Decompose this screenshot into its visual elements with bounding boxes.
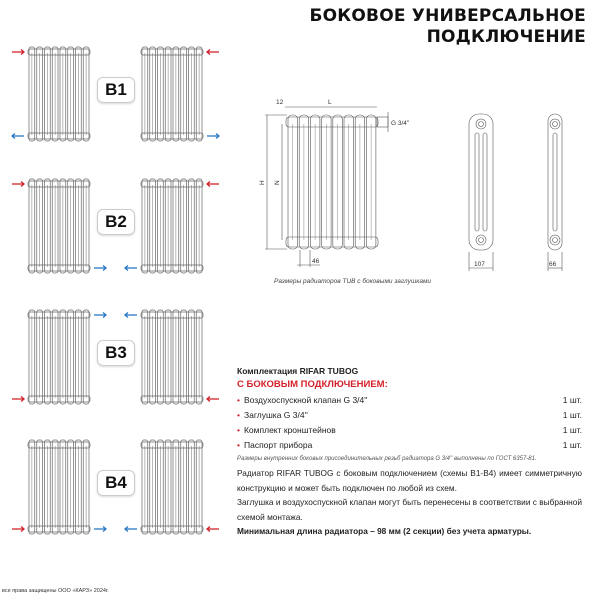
flow-arrow-icon <box>12 397 24 402</box>
flow-arrow-icon <box>12 527 24 532</box>
front-view <box>286 115 378 249</box>
kit-item-qty: 1 шт. <box>562 410 582 420</box>
kit-item-name: Заглушка G 3/4'' <box>243 410 308 420</box>
radiator-right <box>141 310 203 404</box>
copyright-footer: все права защищены ООО «КАРЗ» 2024г. <box>2 588 109 594</box>
radiator-right <box>141 179 203 273</box>
flow-arrow-icon <box>94 266 106 271</box>
dim-46: 46 <box>312 258 320 265</box>
radiator-right <box>141 440 203 534</box>
kit-item-name: Паспорт прибора <box>243 440 313 450</box>
scheme-b4 <box>0 435 225 535</box>
radiator-left <box>28 310 90 404</box>
flow-arrow-icon <box>207 50 219 55</box>
flow-arrow-icon <box>125 313 137 318</box>
description-min-length: Минимальная длина радиатора – 98 мм (2 секции) без учета арматуры. <box>237 526 532 536</box>
side-view-3-column <box>469 114 493 271</box>
flow-arrow-icon <box>125 266 137 271</box>
dim-66: 66 <box>549 261 557 268</box>
scheme-label: B3 <box>97 340 135 366</box>
kit-item <box>237 440 582 450</box>
radiator-right <box>141 47 203 141</box>
kit-item <box>237 410 582 420</box>
flow-arrow-icon <box>94 527 106 532</box>
flow-arrow-icon <box>207 527 219 532</box>
thread-note: Размеры внутренних боковых присоединительных резьб радиатора G 3/4'' выполнены по ГОСТ 6357-81. <box>237 456 537 462</box>
side-view-2-column <box>548 114 562 271</box>
kit-subheading: С БОКОВЫМ ПОДКЛЮЧЕНИЕМ: <box>237 379 388 390</box>
kit-section <box>237 366 582 462</box>
bullet-icon: • <box>237 395 240 405</box>
title-line-1: БОКОВОЕ УНИВЕРСАЛЬНОЕ <box>309 6 586 26</box>
description-p2: Заглушка и воздухоспускной клапан могут быть перенесены в соответствии с выбранной схемой монтажа. <box>237 497 582 522</box>
kit-item <box>237 395 582 405</box>
dim-N: N <box>274 180 281 185</box>
flow-arrow-icon <box>125 527 137 532</box>
bullet-icon: • <box>237 410 240 420</box>
scheme-label: B4 <box>97 470 135 496</box>
kit-item-qty: 1 шт. <box>562 440 582 450</box>
scheme-b1 <box>0 42 225 142</box>
flow-arrow-icon <box>94 313 106 318</box>
page-title <box>310 6 587 48</box>
bullet-icon: • <box>237 425 240 435</box>
dim-H: H <box>259 180 266 185</box>
kit-heading: Комплектация RIFAR TUBOG <box>237 366 359 376</box>
flow-arrow-icon <box>207 182 219 187</box>
radiator-dimension-drawing <box>250 90 600 280</box>
thread-label: G 3/4'' <box>391 120 410 127</box>
description <box>237 466 582 539</box>
scheme-b3 <box>0 305 225 405</box>
radiator-left <box>28 47 90 141</box>
scheme-label: B1 <box>97 77 135 103</box>
dim-107: 107 <box>474 261 485 268</box>
flow-arrow-icon <box>207 134 219 139</box>
scheme-label: B2 <box>97 209 135 235</box>
flow-arrow-icon <box>207 397 219 402</box>
dim-L: L <box>328 99 332 106</box>
description-p1: Радиатор RIFAR TUBOG с боковым подключением (схемы B1-B4) имеет симметричную конструкцию и может быть подключен по любой из схем. <box>237 468 582 493</box>
dim-12: 12 <box>276 99 284 106</box>
flow-arrow-icon <box>12 50 24 55</box>
kit-item-name: Комплект кронштейнов <box>243 425 336 435</box>
kit-item-qty: 1 шт. <box>562 425 582 435</box>
radiator-left <box>28 440 90 534</box>
flow-arrow-icon <box>12 134 24 139</box>
kit-item-qty: 1 шт. <box>562 395 582 405</box>
title-line-2: ПОДКЛЮЧЕНИЕ <box>426 27 586 47</box>
flow-arrow-icon <box>12 182 24 187</box>
drawing-caption: Размеры радиаторов TUB с боковыми заглушками <box>274 278 432 285</box>
kit-item <box>237 425 582 435</box>
radiator-left <box>28 179 90 273</box>
kit-item-name: Воздухоспускной клапан G 3/4'' <box>243 395 368 405</box>
bullet-icon: • <box>237 440 240 450</box>
scheme-b2 <box>0 174 225 274</box>
